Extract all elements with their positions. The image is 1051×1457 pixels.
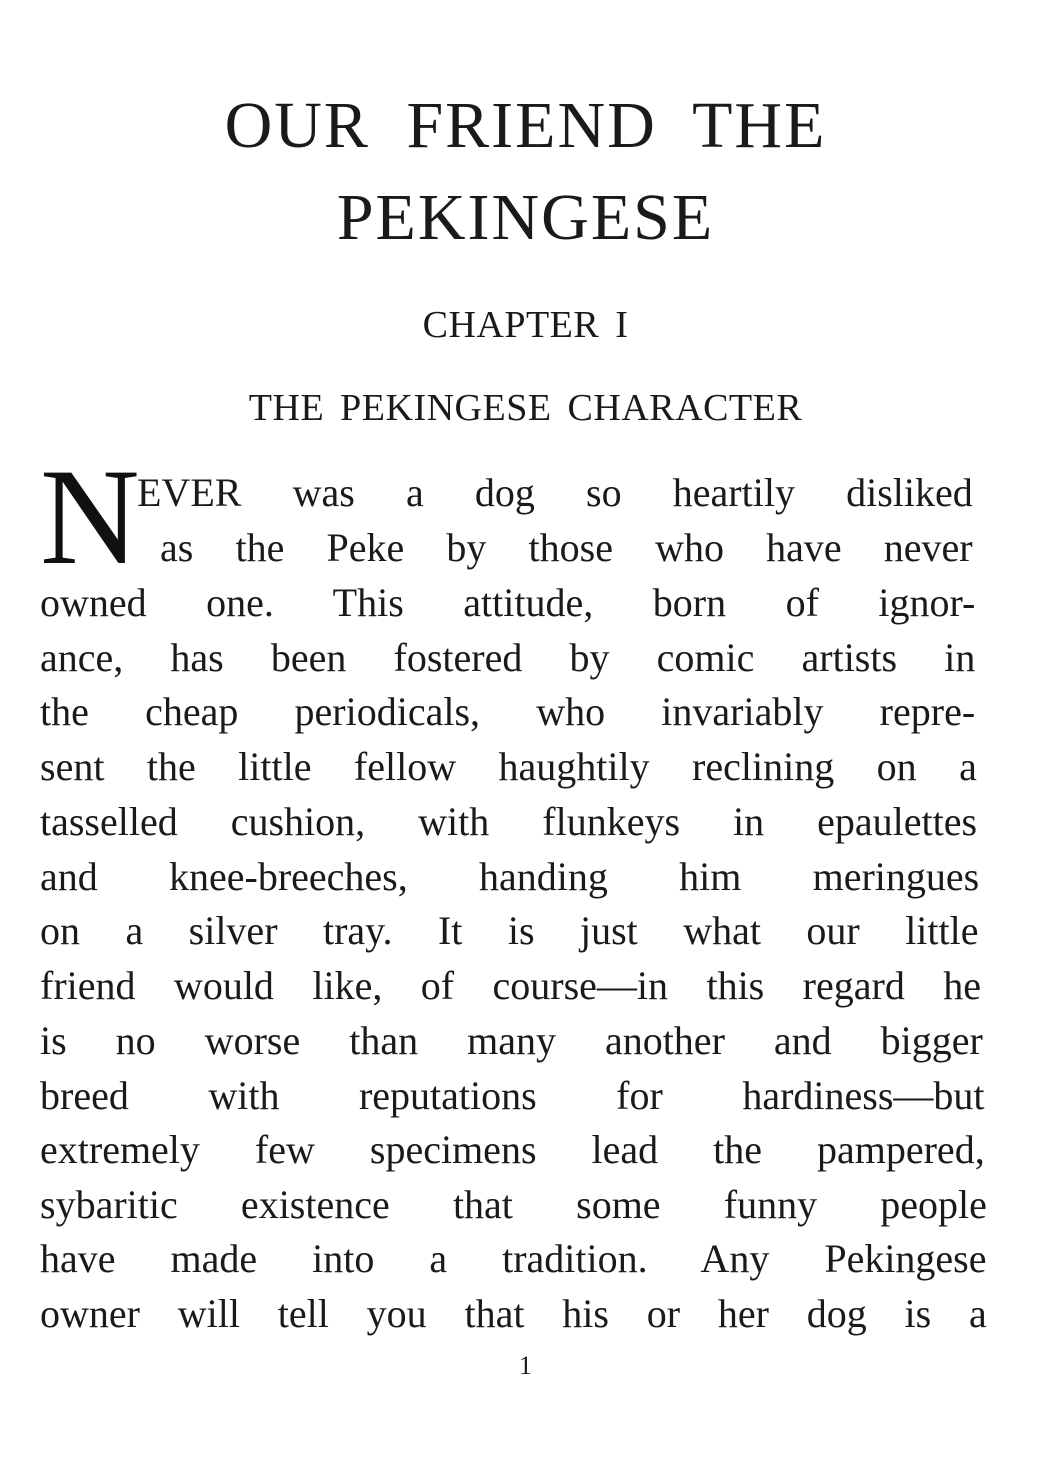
- body-line: ance, has been fostered by comic artists in: [40, 635, 976, 680]
- body-line: sybaritic existence that some funny people: [40, 1182, 987, 1227]
- body-line: owner will tell you that his or her dog is a: [40, 1291, 987, 1336]
- body-line: owned one. This attitude, born of ignor-: [40, 580, 976, 625]
- body-line: on a silver tray. It is just what our little: [40, 908, 979, 953]
- chapter-title: THE PEKINGESE CHARACTER: [248, 387, 803, 429]
- book-title: [0, 80, 1051, 264]
- body-line: friend would like, of course—in this regard he: [40, 963, 982, 1008]
- body-line: have made into a tradition. Any Pekingese: [40, 1236, 987, 1281]
- body-line: sent the little fellow haughtily reclining on a: [40, 744, 977, 789]
- page-number: 1: [519, 1351, 532, 1380]
- body-line: extremely few specimens lead the pampered,: [40, 1127, 985, 1172]
- body-line: tasselled cushion, with flunkeys in epaulettes: [40, 799, 978, 844]
- chapter-number: CHAPTER I: [422, 304, 629, 346]
- body-line: EVER was a dog so heartily disliked: [137, 470, 973, 515]
- body-line: is no worse than many another and bigger: [40, 1018, 983, 1063]
- body-line: and knee-breeches, handing him meringues: [40, 854, 980, 899]
- book-title-line-2: PEKINGESE: [336, 181, 715, 254]
- body-line: breed with reputations for hardiness—but: [40, 1073, 985, 1118]
- book-title-line-1: OUR FRIEND THE: [224, 89, 827, 162]
- body-line: the cheap periodicals, who invariably repre-: [40, 689, 976, 734]
- body-line: as the Peke by those who have never: [160, 525, 973, 570]
- drop-cap: N: [40, 440, 140, 593]
